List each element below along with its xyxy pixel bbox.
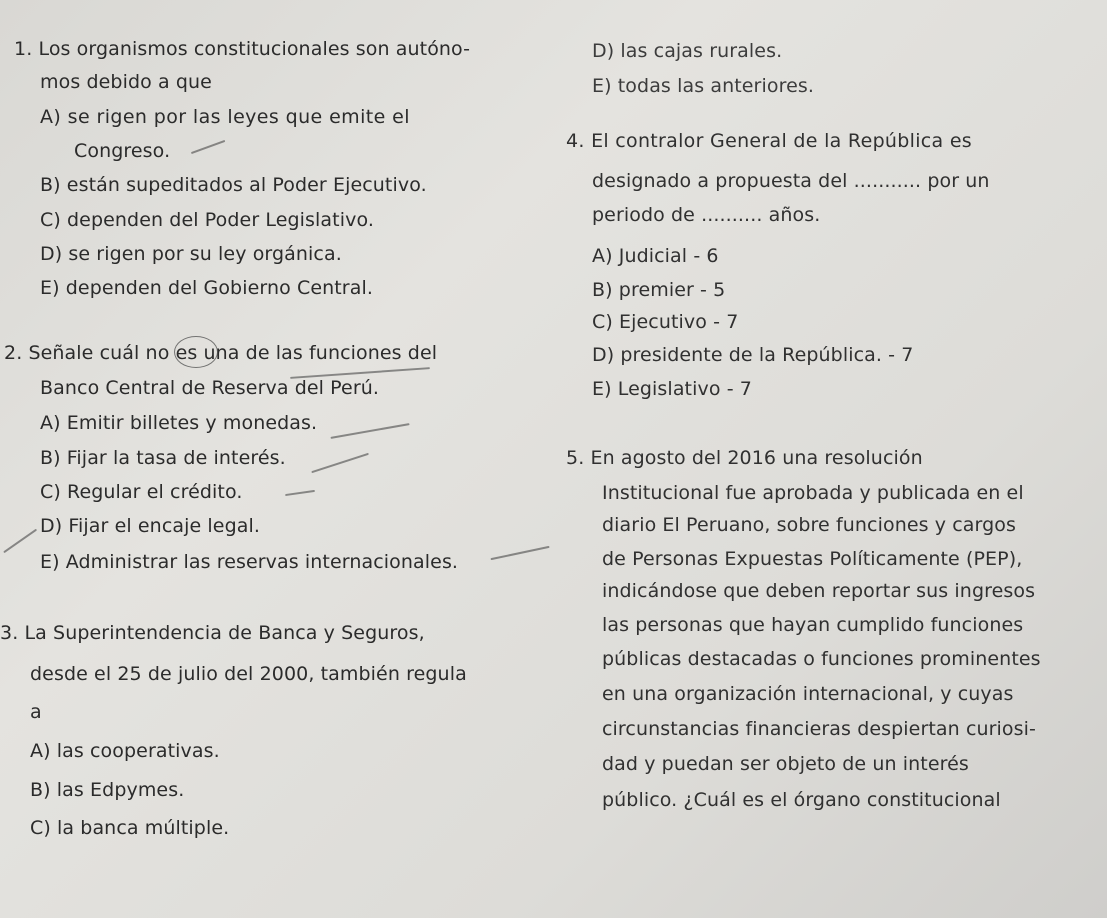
- question-3-stem-line-3: a: [30, 701, 42, 723]
- question-3-stem-line-1: 3. La Superintendencia de Banca y Seguros,: [0, 622, 425, 644]
- question-2-option-d: D) Fijar el encaje legal.: [40, 515, 261, 537]
- question-5-line-5: indicándose que deben reportar sus ingresos: [602, 580, 1036, 602]
- question-4-stem-line-1: 4. El contralor General de la República es: [566, 130, 973, 152]
- question-4-option-a: A) Judicial - 6: [592, 245, 719, 267]
- question-5-line-7: públicas destacadas o funciones prominentes: [602, 648, 1041, 670]
- question-1-option-a-line-1: A) se rigen por las leyes que emite el: [40, 106, 410, 128]
- question-3-option-e: E) todas las anteriores.: [592, 75, 814, 97]
- question-4-option-c: C) Ejecutivo - 7: [592, 311, 739, 333]
- pen-mark: [3, 529, 37, 553]
- question-5-line-1: 5. En agosto del 2016 una resolución: [566, 447, 923, 469]
- question-5-line-9: circunstancias financieras despiertan curiosi-: [602, 718, 1036, 740]
- pen-mark: [311, 453, 369, 473]
- question-5-line-11: público. ¿Cuál es el órgano constitucional: [602, 789, 1001, 811]
- pen-mark: [285, 490, 315, 496]
- question-2-option-c: C) Regular el crédito.: [40, 481, 243, 503]
- question-2-option-a: A) Emitir billetes y monedas.: [40, 412, 318, 434]
- question-3-option-d: D) las cajas rurales.: [592, 40, 783, 62]
- question-2-option-b: B) Fijar la tasa de interés.: [40, 447, 286, 469]
- question-5-line-8: en una organización internacional, y cuyas: [602, 683, 1014, 705]
- pen-mark: [490, 546, 549, 560]
- question-4-option-e: E) Legislativo - 7: [592, 378, 752, 400]
- pen-mark: [330, 423, 409, 438]
- question-3-option-a: A) las cooperativas.: [30, 740, 220, 762]
- question-1-option-c: C) dependen del Poder Legislativo.: [40, 209, 374, 231]
- question-1-stem-line-2: mos debido a que: [40, 71, 212, 93]
- question-1-option-a-line-2: Congreso.: [74, 140, 171, 162]
- question-4-stem-line-2: designado a propuesta del ........... por un: [592, 170, 990, 192]
- pen-circle-mark: [174, 336, 218, 368]
- question-2-option-e: E) Administrar las reservas internacionales.: [40, 551, 459, 573]
- question-4-stem-line-3: periodo de .......... años.: [592, 204, 821, 226]
- question-5-line-6: las personas que hayan cumplido funciones: [602, 614, 1024, 636]
- question-4-option-b: B) premier - 5: [592, 279, 726, 301]
- question-5-line-3: diario El Peruano, sobre funciones y cargos: [602, 514, 1017, 536]
- pen-mark: [191, 140, 225, 154]
- question-5-line-2: Institucional fue aprobada y publicada en el: [602, 482, 1024, 504]
- question-4-option-d: D) presidente de la República. - 7: [592, 344, 914, 366]
- question-2-stem-line-2: Banco Central de Reserva del Perú.: [40, 377, 380, 399]
- question-1-option-e: E) dependen del Gobierno Central.: [40, 277, 373, 299]
- question-3-option-c: C) la banca múltiple.: [30, 817, 230, 839]
- question-3-stem-line-2: desde el 25 de julio del 2000, también regula: [30, 663, 467, 685]
- question-3-option-b: B) las Edpymes.: [30, 779, 185, 801]
- question-5-line-10: dad y puedan ser objeto de un interés: [602, 753, 969, 775]
- question-2-stem-line-1: 2. Señale cuál no es una de las funciones del: [4, 342, 438, 364]
- question-1-option-d: D) se rigen por su ley orgánica.: [40, 243, 342, 265]
- question-5-line-4: de Personas Expuestas Políticamente (PEP),: [602, 548, 1023, 570]
- question-1-stem-line-1: 1. Los organismos constitucionales son autóno-: [14, 38, 471, 60]
- question-1-option-b: B) están supeditados al Poder Ejecutivo.: [40, 174, 427, 196]
